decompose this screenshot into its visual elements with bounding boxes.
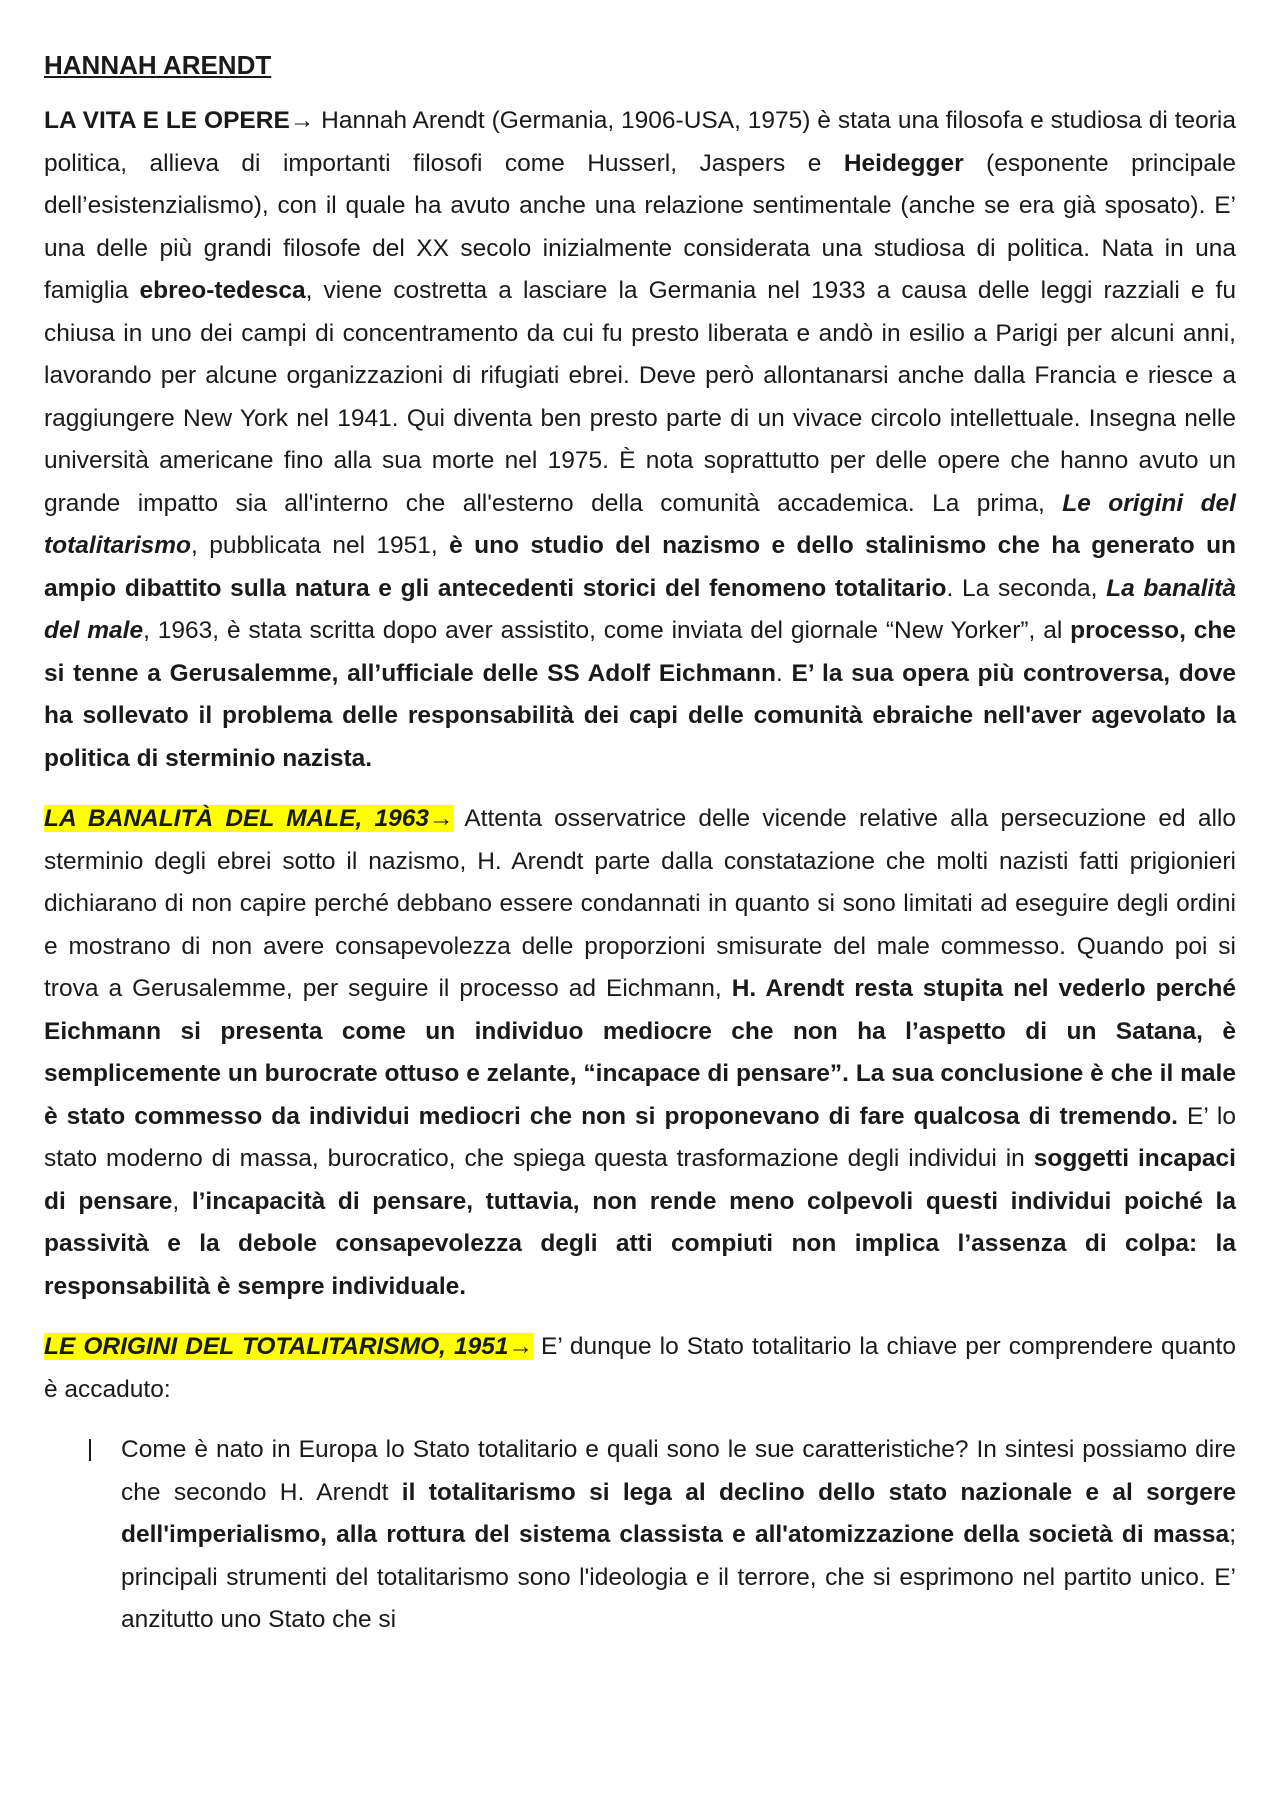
section-heading-origini: LE ORIGINI DEL TOTALITARISMO, 1951→: [44, 1333, 533, 1360]
arrow-icon: →: [289, 107, 315, 134]
paragraph-banalita: LA BANALITÀ DEL MALE, 1963→ Attenta osservatrice delle vicende relative alla persecuzione ed allo sterminio degli ebrei sotto il nazismo, H. Arendt parte dalla constatazione che molti nazisti fatti prigionieri dichiarano di non capire perché debbano essere condannati in quanto si sono limitati ad eseguire degli ordini e mostrano di non avere consapevolezza delle proporzioni smisurate del male commesso. Quando poi si trova a Gerusalemme, per seguire il processo ad Eichmann, H. Arendt resta stupita nel vederlo perché Eichmann si presenta come un individuo mediocre che non ha l’aspetto di un Satana, è semplicemente un burocrate ottuso e zelante, “incapace di pensare”. La sua conclusione è che il male è stato commesso da individui mediocri che non si proponevano di fare qualcosa di tremendo. E’ lo stato moderno di massa, burocratico, che spiega questa trasformazione degli individui in soggetti incapaci di pensare, l’incapacità di pensare, tuttavia, non rende meno colpevoli questi individui poiché la passività e la debole consapevolezza degli atti compiuti non implica l’assenza di colpa: la responsabilità è sempre individuale.: [44, 805, 1236, 1300]
section-heading-vita: LA VITA E LE OPERE→: [44, 107, 315, 134]
paragraph-vita-opere: LA VITA E LE OPERE→ Hannah Arendt (Germania, 1906-USA, 1975) è stata una filosofa e studiosa di teoria politica, allieva di importanti filosofi come Husserl, Jaspers e Heidegger (esponente principale dell’esistenzialismo), con il quale ha avuto anche una relazione sentimentale (anche se era già sposato). E’ una delle più grandi filosofe del XX secolo inizialmente considerata una studiosa di politica. Nata in una famiglia ebreo-tedesca, viene costretta a lasciare la Germania nel 1933 a causa delle leggi razziali e fu chiusa in uno dei campi di concentramento da cui fu presto liberata e andò in esilio a Parigi per alcuni anni, lavorando per alcune organizzazioni di rifugiati ebrei. Deve però allontanarsi anche dalla Francia e riesce a raggiungere New York nel 1941. Qui diventa ben presto parte di un vivace circolo intellettuale. Insegna nelle università americane fino alla sua morte nel 1975. È nota soprattutto per delle opere che hanno avuto un grande impatto sia all'interno che all'esterno della comunità accademica. La prima, Le origini del totalitarismo, pubblicata nel 1951, è uno studio del nazismo e dello stalinismo che ha generato un ampio dibattito sulla natura e gli antecedenti storici del fenomeno totalitario. La seconda, La banalità del male, 1963, è stata scritta dopo aver assistito, come inviata del giornale “New Yorker”, al processo, che si tenne a Gerusalemme, all’ufficiale delle SS Adolf Eichmann. E’ la sua opera più controversa, dove ha sollevato il problema delle responsabilità dei capi delle comunità ebraiche nell'aver agevolato la politica di sterminio nazista.: [44, 107, 1237, 772]
section-heading-banalita: LA BANALITÀ DEL MALE, 1963→: [44, 805, 454, 832]
page-title: HANNAH ARENDT: [44, 50, 272, 80]
arrow-icon: →: [508, 1333, 533, 1360]
list-item: Come è nato in Europa lo Stato totalitario e quali sono le sue caratteristiche? In sintesi possiamo dire che secondo H. Arendt il totalitarismo si lega al declino dello stato nazionale e al sorgere dell'imperialismo, alla rottura del sistema classista e all'atomizzazione della società di massa; principali strumenti del totalitarismo sono l'ideologia e il terrore, che si esprimono nel partito unico. E’ anzitutto uno Stato che si: [121, 1429, 1236, 1642]
arrow-icon: →: [428, 805, 454, 832]
bullet-icon: [89, 1439, 91, 1461]
document-page: [44, 44, 1236, 1642]
paragraph-origini: LE ORIGINI DEL TOTALITARISMO, 1951→ E’ dunque lo Stato totalitario la chiave per comprendere quanto è accaduto:: [44, 1333, 1236, 1403]
